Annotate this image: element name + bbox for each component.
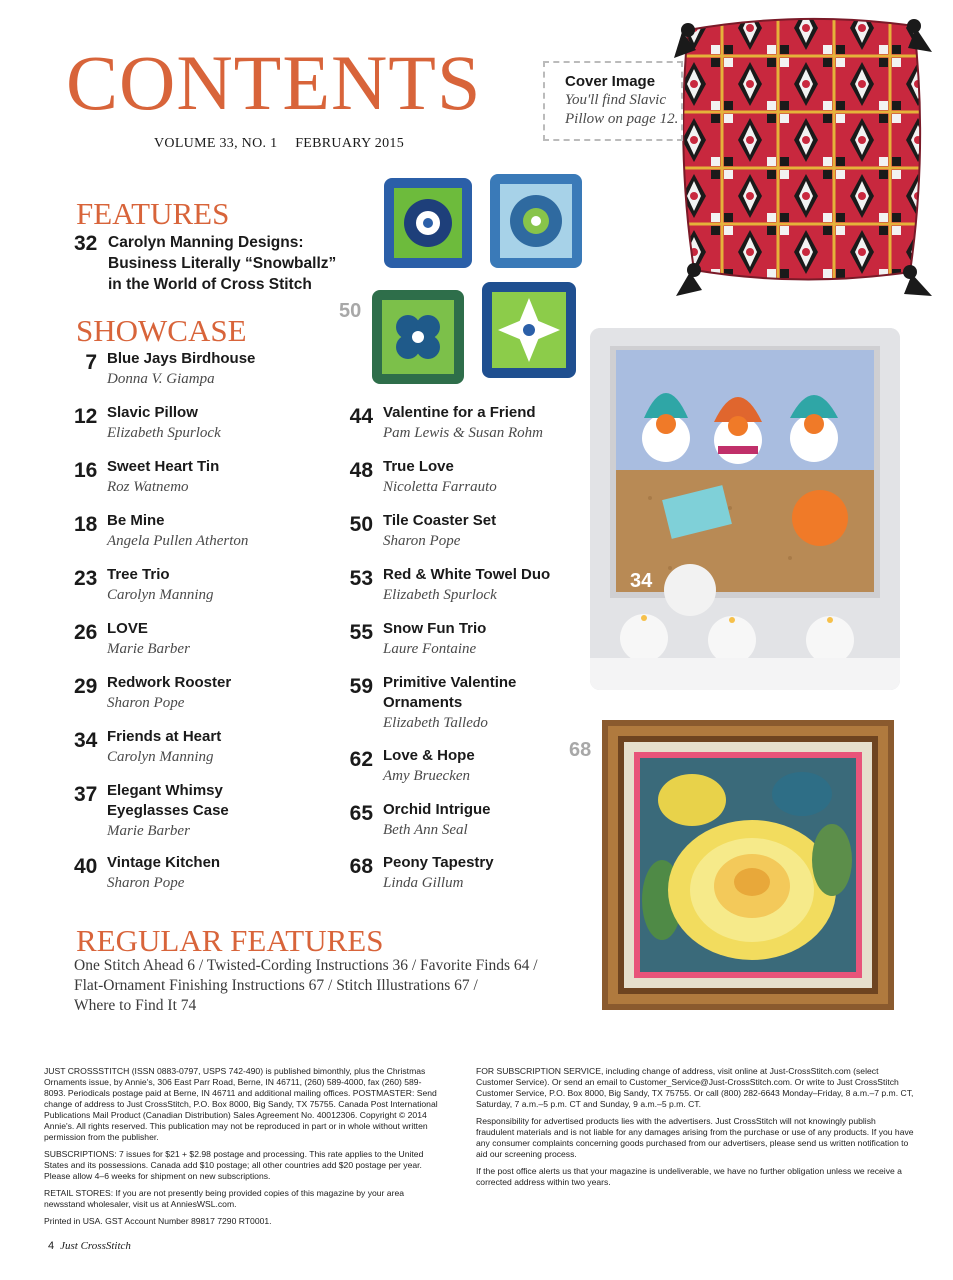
- showcase-title: Elegant Whimsy: [107, 782, 223, 799]
- issue-line: [154, 136, 404, 152]
- regular-features-list: [74, 956, 594, 1016]
- volume-number: VOLUME 33, NO. 1: [154, 136, 278, 151]
- peony-page-ref: 68: [569, 739, 592, 761]
- peony-tapestry-photo: [602, 720, 894, 1010]
- printed-in-statement: Printed in USA. GST Account Number 89817 7290 RT0001.: [44, 1216, 272, 1226]
- showcase-title: Peony Tapestry: [383, 854, 494, 871]
- page-number: 12: [74, 405, 98, 428]
- page-number: 68: [349, 855, 373, 878]
- page-number: 37: [74, 783, 98, 806]
- showcase-designer: Angela Pullen Atherton: [107, 533, 249, 549]
- showcase-designer: Laure Fontaine: [383, 641, 477, 657]
- feature-title-line: Business Literally “Snowballz”: [108, 255, 337, 272]
- post-office-statement: If the post office alerts us that your magazine is undeliverable, we have no further obligation unless we receive a corrected address within two years.: [476, 1166, 902, 1187]
- page-number: 29: [74, 675, 98, 698]
- advertiser-responsibility-statement: Responsibility for advertised products lies with the advertisers. Just CrossStitch will not knowingly publish fraudulent materials and is not liable for any damages arising from the purchase or use of any products. If you have any consumer complaints concerning goods purchased from our advertisers, please send us written notification to aid our screening process.: [476, 1116, 914, 1159]
- showcase-title: Friends at Heart: [107, 728, 222, 745]
- showcase-title: True Love: [383, 458, 454, 475]
- page-number: 34: [74, 729, 98, 752]
- regular-features-line: Where to Find It 74: [74, 997, 197, 1014]
- showcase-title: Tree Trio: [107, 566, 170, 583]
- showcase-designer: Elizabeth Talledo: [383, 715, 488, 731]
- regular-features-line: Flat-Ornament Finishing Instructions 67 / Stitch Illustrations 67 /: [74, 977, 478, 994]
- showcase-designer: Elizabeth Spurlock: [107, 425, 221, 441]
- showcase-title: Be Mine: [107, 512, 165, 529]
- page-number: 7: [85, 351, 97, 374]
- showcase-title: Tile Coaster Set: [383, 512, 497, 529]
- subscriptions-statement: SUBSCRIPTIONS: 7 issues for $21 + $2.98 postage and processing. This rate applies to the United States and its possessions. Canada add $10 postage; all other countries add $20 postage per year. Please allow 4–6 weeks for shipment on new subscriptions.: [44, 1149, 424, 1181]
- showcase-title: Redwork Rooster: [107, 674, 232, 691]
- page-number: 48: [349, 459, 373, 482]
- showcase-designer: Sharon Pope: [383, 533, 461, 549]
- footer-left-column: [44, 1066, 439, 1233]
- showcase-title: Snow Fun Trio: [383, 620, 487, 637]
- regular-features-line: One Stitch Ahead 6 / Twisted-Cording Instructions 36 / Favorite Finds 64 /: [74, 957, 538, 974]
- cover-image-callout: [543, 61, 683, 141]
- page-number: 32: [74, 232, 98, 255]
- showcase-designer: Pam Lewis & Susan Rohm: [383, 425, 544, 441]
- showcase-designer: Marie Barber: [107, 823, 190, 839]
- features-heading: FEATURES: [76, 196, 230, 231]
- showcase-designer: Nicoletta Farrauto: [383, 479, 497, 495]
- page-number: 59: [349, 675, 373, 698]
- publisher-statement: JUST CROSSSTITCH (ISSN 0883-0797, USPS 742-490) is published bimonthly, plus the Christmas Ornaments issue, by Annie's, 306 East Parr Road, Berne, IN 46711, (260) 589-4000, fax (260) 589-8093. Periodicals postage paid at Berne, IN 46711 and additional mailing offices. POSTMASTER: Send change of address to Just CrossStitch, P.O. Box 8000, Big Sandy, TX 75755. Canada Post International Publications Mail Product (Canadian Distribution) Sales Agreement No. 40012306. Copyright © 2014 Annie's. All rights reserved. This publication may not be reproduced in part or in whole without written permission from the publisher.: [44, 1066, 438, 1142]
- showcase-heading: SHOWCASE: [76, 313, 247, 348]
- showcase-designer: Donna V. Giampa: [107, 371, 215, 387]
- issue-date: FEBRUARY 2015: [295, 136, 405, 151]
- page-number: 16: [74, 459, 98, 482]
- page-number: 18: [74, 513, 98, 536]
- page-number: 40: [74, 855, 98, 878]
- showcase-designer: Carolyn Manning: [107, 749, 214, 765]
- folio-publication: Just CrossStitch: [60, 1240, 131, 1252]
- showcase-designer: Elizabeth Spurlock: [383, 587, 497, 603]
- page-number: 65: [349, 802, 373, 825]
- showcase-title-line-2: Ornaments: [383, 694, 463, 711]
- showcase-title: Sweet Heart Tin: [107, 458, 220, 475]
- showcase-designer: Beth Ann Seal: [383, 822, 468, 838]
- cover-image-label: Cover Image: [565, 73, 656, 90]
- showcase-designer: Marie Barber: [107, 641, 190, 657]
- page-title: CONTENTS: [66, 39, 482, 126]
- showcase-designer: Sharon Pope: [107, 875, 185, 891]
- snowmen-page-ref: 34: [630, 570, 653, 592]
- cover-image-text: You'll find Slavic Pillow on page 12.: [565, 92, 679, 127]
- showcase-title-line-2: Eyeglasses Case: [107, 802, 229, 819]
- showcase-title: LOVE: [107, 620, 148, 637]
- page-number: 55: [349, 621, 373, 644]
- showcase-title: Vintage Kitchen: [107, 854, 221, 871]
- friends-at-heart-photo: [590, 328, 900, 690]
- folio-page-number: 4: [48, 1240, 55, 1252]
- page-number: 44: [349, 405, 373, 428]
- showcase-title: Slavic Pillow: [107, 404, 198, 421]
- showcase-title: Valentine for a Friend: [383, 404, 536, 421]
- page-number: 53: [349, 567, 373, 590]
- page-number: 50: [349, 513, 373, 536]
- feature-title-line: in the World of Cross Stitch: [108, 276, 312, 293]
- folio: [48, 1240, 131, 1252]
- showcase-title: Love & Hope: [383, 747, 475, 764]
- showcase-title: Primitive Valentine: [383, 674, 517, 691]
- coasters-page-ref: 50: [339, 300, 362, 322]
- showcase-designer: Roz Watnemo: [107, 479, 189, 495]
- page-number: 26: [74, 621, 98, 644]
- showcase-title: Blue Jays Birdhouse: [107, 350, 256, 367]
- regular-features-heading: REGULAR FEATURES: [76, 923, 384, 958]
- showcase-designer: Linda Gillum: [383, 875, 464, 891]
- page-number: 23: [74, 567, 98, 590]
- slavic-pillow-photo: [666, 0, 938, 300]
- retail-stores-statement: RETAIL STORES: If you are not presently being provided copies of this magazine by your area newsstand wholesaler, visit us at AnniesWSL.com.: [44, 1188, 405, 1209]
- tile-coasters-photo: [372, 170, 602, 410]
- feature-title-line: Carolyn Manning Designs:: [108, 234, 304, 251]
- showcase-designer: Carolyn Manning: [107, 587, 214, 603]
- showcase-title: Red & White Towel Duo: [383, 566, 551, 583]
- showcase-designer: Sharon Pope: [107, 695, 185, 711]
- showcase-designer: Amy Bruecken: [383, 768, 471, 784]
- subscription-service-statement: FOR SUBSCRIPTION SERVICE, including change of address, visit online at Just-CrossStitch.com (select Customer Service). Or send an email to Customer_Service@Just-CrossStitch.com. Or write to Just CrossStitch Customer Service, P.O. Box 8000, Big Sandy, TX 75755. Or call (800) 282-6643 Monday–Friday, 8 a.m.–7 p.m. CT, Saturday, 7 a.m.–5 p.m. CT and Sunday, 9 a.m.–5 p.m. CT.: [476, 1066, 914, 1109]
- footer-right-column: [476, 1066, 916, 1194]
- page-number: 62: [349, 748, 373, 771]
- showcase-title: Orchid Intrigue: [383, 801, 491, 818]
